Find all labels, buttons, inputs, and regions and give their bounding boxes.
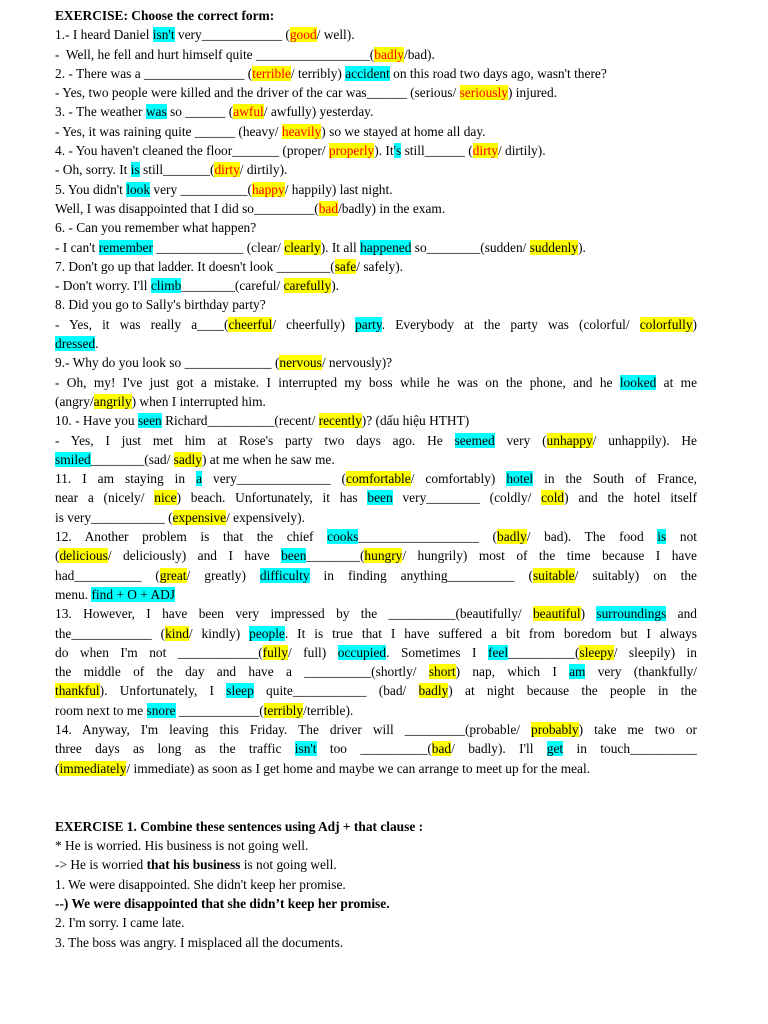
text-run: ( xyxy=(55,760,60,776)
text-run: . It is true that I have suffered a bit from boredom but I always xyxy=(284,625,698,641)
text-run: - Oh, sorry. It xyxy=(55,162,131,178)
exercise1-item: 2. I'm sorry. I came late. xyxy=(55,915,185,931)
highlight-yellow: expensive xyxy=(172,509,227,525)
exercise-lines xyxy=(55,25,697,778)
exercise-line xyxy=(55,83,697,102)
highlight-yellow: sadly xyxy=(173,451,202,467)
highlight-yellow: recently xyxy=(318,413,362,429)
text-run: still______ ( xyxy=(401,143,473,159)
exercise-line xyxy=(55,701,697,720)
text-run: ) beach. Unfortunately, it has xyxy=(176,490,368,506)
exercise-line xyxy=(55,238,697,257)
text-run: . Everybody at the party was (colorful/ xyxy=(381,316,640,332)
exercise-line xyxy=(55,720,697,739)
exercise1-answer: --) We were disappointed that she didn’t keep her promise. xyxy=(55,896,390,912)
highlight-cyan: climb xyxy=(150,278,182,294)
text-run: ________( xyxy=(306,548,365,564)
highlight-yellow: safe xyxy=(334,258,357,274)
exercise-line xyxy=(55,295,697,314)
text-run: ) xyxy=(692,316,698,332)
text-run: 13. However, I have been very impressed by the __________(beautifully/ xyxy=(55,606,533,622)
highlight-yellow: immediately xyxy=(59,760,127,776)
highlight-yellow: terrible xyxy=(252,65,291,81)
highlight-cyan: hotel xyxy=(506,471,534,487)
highlight-cyan: is xyxy=(657,529,667,545)
text-run: on this road two days ago, wasn't there? xyxy=(389,65,607,81)
text-run: / badly). I'll xyxy=(451,741,547,757)
text-run: ). It xyxy=(374,143,394,159)
text-run: ). xyxy=(331,278,339,294)
text-run: - Yes, it was really a____( xyxy=(55,316,229,332)
exercise-line xyxy=(55,508,697,527)
text-run: ). Unfortunately, I xyxy=(99,683,227,699)
text-run: in the South of France, xyxy=(533,471,698,487)
highlight-yellow: carefully xyxy=(283,278,332,294)
highlight-yellow: colorfully xyxy=(639,316,693,332)
highlight-yellow: short xyxy=(428,664,456,680)
text-run: so________(sudden/ xyxy=(411,239,530,255)
highlight-cyan: remember xyxy=(98,239,153,255)
highlight-yellow: probably xyxy=(531,721,579,737)
text-run: ) at me when he saw me. xyxy=(201,451,335,467)
highlight-cyan: dressed xyxy=(55,336,96,352)
exercise-line xyxy=(55,64,697,83)
exercise-line xyxy=(55,392,697,411)
text-run: 6. - Can you remember what happen? xyxy=(55,220,257,236)
highlight-yellow: fully xyxy=(262,644,288,660)
highlight-cyan: cooks xyxy=(327,529,359,545)
highlight-yellow: delicious xyxy=(59,548,108,564)
text-run: / well). xyxy=(316,27,355,43)
text-run: / awfully) yesterday. xyxy=(263,104,374,120)
highlight-yellow: hungry xyxy=(364,548,403,564)
highlight-cyan: am xyxy=(569,664,586,680)
highlight-cyan: find + O + ADJ xyxy=(91,586,176,602)
text-run: / greatly) xyxy=(186,567,260,583)
exercise-line xyxy=(55,527,697,546)
exercise-line xyxy=(55,25,697,44)
exercise1-example: * He is worried. His business is not going well. xyxy=(55,838,309,854)
text-run: / cheerfully) xyxy=(272,316,356,332)
exercise-line xyxy=(55,604,697,623)
text-run: 8. Did you go to Sally's birthday party? xyxy=(55,297,266,313)
highlight-yellow: cheerful xyxy=(228,316,273,332)
text-run: 4. - You haven't cleaned the floor_______ (proper/ xyxy=(55,143,329,159)
text-run: - Yes, I just met him at Rose's party two days ago. He xyxy=(55,432,455,448)
exercise-line xyxy=(55,739,697,758)
text-run: 11. I am staying in xyxy=(55,471,197,487)
text-run: 5. You didn't xyxy=(55,181,127,197)
text-run: / bad). The food xyxy=(526,529,658,545)
text-run: /terrible). xyxy=(303,702,354,718)
highlight-yellow: dirty xyxy=(214,162,240,178)
exercise-line xyxy=(55,469,697,488)
exercise-line xyxy=(55,353,697,372)
text-run: / comfortably) xyxy=(410,471,507,487)
text-run: had__________ ( xyxy=(55,567,160,583)
highlight-yellow: thankful xyxy=(55,683,100,699)
text-run: ) at night because the people in the xyxy=(448,683,697,699)
text-run: 9.- Why do you look so _____________ ( xyxy=(55,355,280,371)
text-run: ) injured. xyxy=(507,85,558,101)
text-run: )? (dấu hiệu HTHT) xyxy=(361,413,470,429)
highlight-cyan: happened xyxy=(360,239,412,255)
exercise-line xyxy=(55,681,697,700)
text-run: 12. Another problem is that the chief xyxy=(55,529,328,545)
highlight-yellow: nervous xyxy=(279,355,322,371)
highlight-yellow: suitable xyxy=(532,567,575,583)
text-run: . xyxy=(95,336,99,352)
text-run: - Yes, it was raining quite ______ (heavy/ xyxy=(55,123,282,139)
highlight-cyan: people xyxy=(249,625,285,641)
text-run: / deliciously) and I have xyxy=(107,548,282,564)
exercise-line xyxy=(55,643,697,662)
text-run: /badly) in the exam. xyxy=(338,200,446,216)
text-run: 1.- I heard Daniel xyxy=(55,27,153,43)
text-run: ____________( xyxy=(175,702,264,718)
exercise1-title: EXERCISE 1. Combine these sentences using Adj + that clause : xyxy=(55,818,424,834)
text-run: Richard__________(recent/ xyxy=(161,413,319,429)
text-run: very______________ ( xyxy=(202,471,347,487)
text-run: / safely). xyxy=(356,258,404,274)
exercise-line xyxy=(55,431,697,450)
highlight-cyan: is xyxy=(130,162,140,178)
text-run: the middle of the day and have a __________(shortly/ xyxy=(55,664,429,680)
text-run: 2. - There was a _______________ ( xyxy=(55,65,253,81)
highlight-cyan: looked xyxy=(619,374,657,390)
highlight-yellow: suddenly xyxy=(529,239,579,255)
text-run: / immediate) as soon as I get home and maybe we can arrange to meet up for the meal. xyxy=(126,760,591,776)
highlight-cyan: isn't xyxy=(294,741,317,757)
text-run: very (thankfully/ xyxy=(585,664,697,680)
text-run: is very___________ ( xyxy=(55,509,173,525)
exercise-line xyxy=(55,218,697,237)
highlight-cyan: was xyxy=(145,104,167,120)
highlight-cyan: 's xyxy=(393,143,402,159)
exercise-line xyxy=(55,334,697,353)
text-run: / expensively). xyxy=(226,509,305,525)
exercise-line xyxy=(55,276,697,295)
highlight-cyan: isn't xyxy=(152,27,175,43)
text-run: very________ (coldly/ xyxy=(392,490,542,506)
exercise-line xyxy=(55,373,697,392)
highlight-yellow: bad xyxy=(318,200,339,216)
highlight-cyan: snore xyxy=(146,702,176,718)
highlight-cyan: been xyxy=(281,548,307,564)
text-run: very____________ ( xyxy=(174,27,290,43)
text-run: ________(careful/ xyxy=(181,278,284,294)
text-run: __________________ ( xyxy=(358,529,497,545)
text-run: . Sometimes I xyxy=(386,644,488,660)
text-run: ). xyxy=(578,239,586,255)
text-run: - Yes, two people were killed and the driver of the car was______ (serious/ xyxy=(55,85,460,101)
text-run: not xyxy=(666,529,697,545)
exercise-line xyxy=(55,45,697,64)
text-run: 7. Don't go up that ladder. It doesn't look ________( xyxy=(55,258,335,274)
text-run: ) xyxy=(580,606,597,622)
highlight-cyan: look xyxy=(126,181,151,197)
text-run: Well, I was disappointed that I did so_________( xyxy=(55,200,319,216)
highlight-yellow: dirty xyxy=(472,143,498,159)
highlight-yellow: heavily xyxy=(281,123,322,139)
text-run: quite___________ (bad/ xyxy=(253,683,419,699)
highlight-cyan: difficulty xyxy=(259,567,310,583)
highlight-cyan: accident xyxy=(345,65,390,81)
text-run: / dirtily). xyxy=(497,143,546,159)
text-run: (angry/ xyxy=(55,393,94,409)
text-run: at me xyxy=(656,374,698,390)
exercise-line xyxy=(55,450,697,469)
exercise1-item: 1. We were disappointed. She didn't keep her promise. xyxy=(55,876,346,892)
exercise-line xyxy=(55,257,697,276)
highlight-yellow: unhappy xyxy=(546,432,593,448)
text-run: ________(sad/ xyxy=(90,451,174,467)
highlight-yellow: terribly xyxy=(263,702,304,718)
highlight-yellow: angrily xyxy=(93,393,132,409)
highlight-yellow: seriously xyxy=(459,85,508,101)
highlight-cyan: party xyxy=(355,316,382,332)
text-run: - Don't worry. I'll xyxy=(55,278,151,294)
exercise-title: EXERCISE: Choose the correct form: xyxy=(55,8,275,23)
text-run: / nervously)? xyxy=(321,355,393,371)
highlight-yellow: badly xyxy=(497,529,527,545)
text-run: / kindly) xyxy=(188,625,250,641)
highlight-yellow: awful xyxy=(233,104,264,120)
highlight-cyan: a xyxy=(196,471,203,487)
highlight-cyan: smiled xyxy=(55,451,91,467)
text-run: / sleepily) in xyxy=(613,644,697,660)
text-run: - Oh, my! I've just got a mistake. I interrupted my boss while he was on the phone, and he xyxy=(55,374,620,390)
text-run: / hungrily) most of the time because I have xyxy=(402,548,698,564)
text-run: in touch__________ xyxy=(563,741,697,757)
text-run: ) so we stayed at home all day. xyxy=(321,123,486,139)
text-run: _____________ (clear/ xyxy=(152,239,285,255)
exercise-line xyxy=(55,546,697,565)
exercise-line xyxy=(55,160,697,179)
highlight-cyan: feel xyxy=(487,644,509,660)
text-run: near a (nicely/ xyxy=(55,490,155,506)
worksheet xyxy=(55,6,697,952)
exercise1-item: 3. The boss was angry. I misplaced all the documents. xyxy=(55,934,344,950)
text-run: very __________( xyxy=(150,181,252,197)
text-run: the____________ ( xyxy=(55,625,166,641)
highlight-yellow: sleepy xyxy=(579,644,614,660)
text-run: ) take me two or xyxy=(578,721,697,737)
highlight-yellow: nice xyxy=(154,490,177,506)
exercise-line xyxy=(55,122,697,141)
text-run: __________( xyxy=(508,644,580,660)
highlight-yellow: beautiful xyxy=(532,606,581,622)
exercise-line xyxy=(55,315,697,334)
text-run: / happily) last night. xyxy=(284,181,393,197)
exercise-line xyxy=(55,624,697,643)
highlight-cyan: occupied xyxy=(337,644,387,660)
highlight-yellow: kind xyxy=(165,625,189,641)
highlight-yellow: badly xyxy=(374,46,404,62)
text-run: 3. - The weather xyxy=(55,104,146,120)
highlight-cyan: seen xyxy=(137,413,162,429)
text-run: / full) xyxy=(287,644,338,660)
exercise-line xyxy=(55,199,697,218)
text-run: ( xyxy=(55,548,60,564)
exercise-line xyxy=(55,411,697,430)
text-run: ) when I interrupted him. xyxy=(131,393,266,409)
highlight-yellow: comfortable xyxy=(346,471,411,487)
text-run: / suitably) on the xyxy=(574,567,697,583)
highlight-cyan: surroundings xyxy=(596,606,667,622)
highlight-cyan: sleep xyxy=(226,683,254,699)
highlight-cyan: get xyxy=(546,741,564,757)
text-run: menu. xyxy=(55,586,92,602)
exercise-line xyxy=(55,662,697,681)
text-run: /bad). xyxy=(404,46,435,62)
highlight-yellow: clearly xyxy=(284,239,321,255)
text-run: ). It all xyxy=(320,239,361,255)
highlight-yellow: happy xyxy=(251,181,285,197)
text-run: do when I'm not ____________( xyxy=(55,644,263,660)
text-run: too __________( xyxy=(316,741,432,757)
text-run: ) and the hotel itself xyxy=(564,490,697,506)
exercise1-example-answer: -> He is worried that his business is not going well. xyxy=(55,857,337,873)
exercise-line xyxy=(55,566,697,585)
highlight-yellow: cold xyxy=(541,490,565,506)
text-run: room next to me xyxy=(55,702,147,718)
text-run: ) nap, which I xyxy=(455,664,570,680)
highlight-yellow: bad xyxy=(431,741,452,757)
highlight-yellow: badly xyxy=(418,683,449,699)
exercise-line xyxy=(55,180,697,199)
text-run: three days as long as the traffic xyxy=(55,741,295,757)
text-run: / terribly) xyxy=(290,65,346,81)
text-run: very ( xyxy=(494,432,547,448)
text-run: / unhappily). He xyxy=(592,432,697,448)
highlight-yellow: properly xyxy=(328,143,375,159)
text-run: still_______( xyxy=(139,162,215,178)
text-run: - I can't xyxy=(55,239,99,255)
text-run: - Well, he fell and hurt himself quite _________________( xyxy=(55,46,375,62)
exercise-line xyxy=(55,488,697,507)
text-run: so ______ ( xyxy=(166,104,234,120)
text-run: in finding anything__________ ( xyxy=(309,567,533,583)
exercise-line xyxy=(55,102,697,121)
exercise-line xyxy=(55,759,697,778)
highlight-yellow: great xyxy=(159,567,187,583)
text-run: 10. - Have you xyxy=(55,413,138,429)
highlight-cyan: been xyxy=(367,490,393,506)
text-run: and xyxy=(666,606,697,622)
highlight-cyan: seemed xyxy=(454,432,495,448)
text-run: 14. Anyway, I'm leaving this Friday. The driver will _________(probable/ xyxy=(55,721,532,737)
text-run: / dirtily). xyxy=(239,162,288,178)
exercise-line xyxy=(55,585,697,604)
exercise-line xyxy=(55,141,697,160)
highlight-yellow: good xyxy=(289,27,317,43)
